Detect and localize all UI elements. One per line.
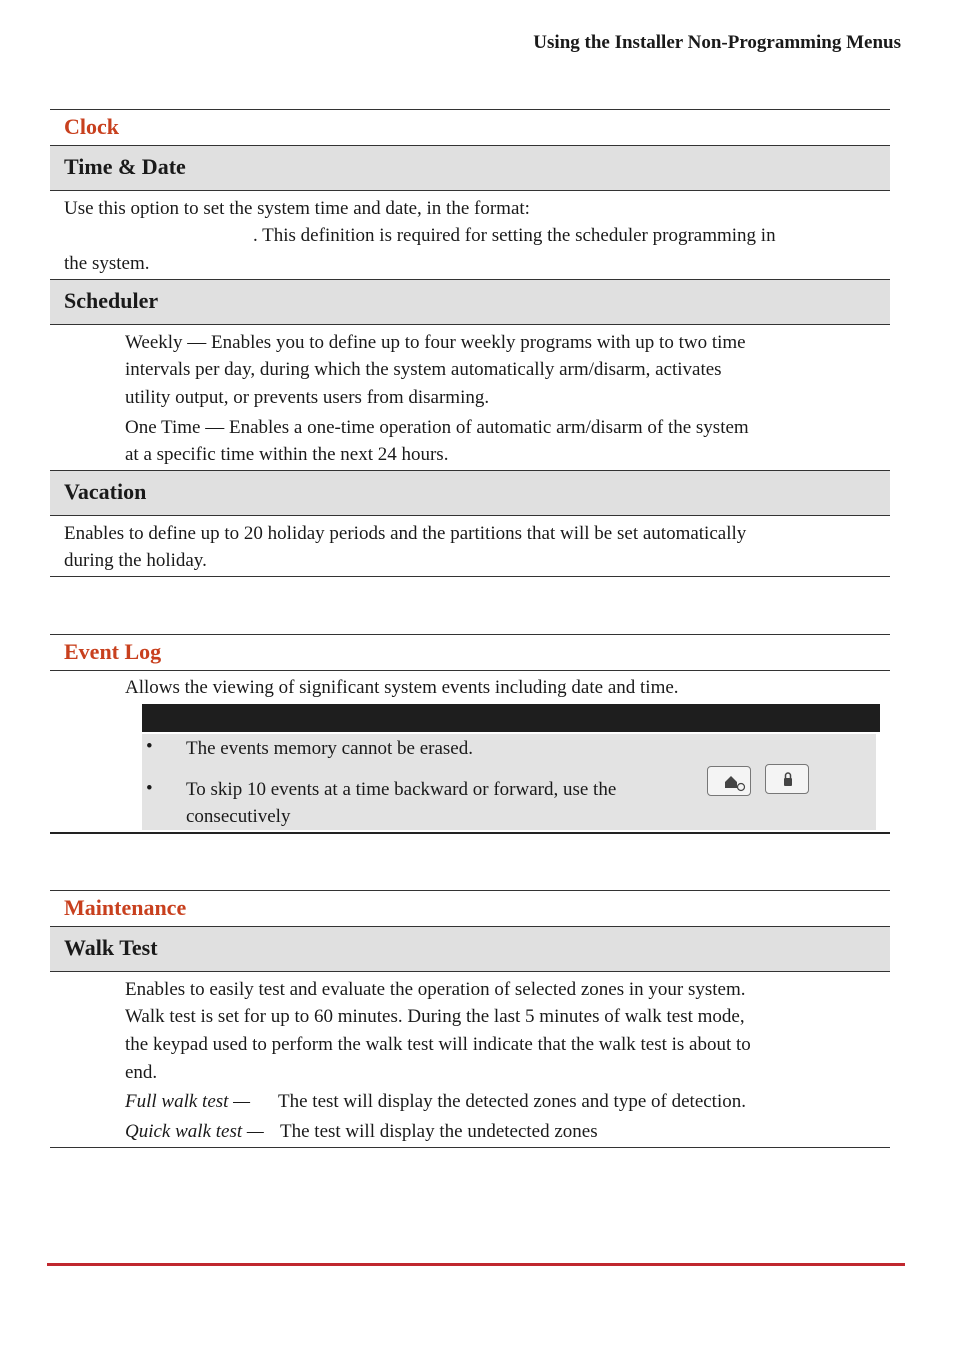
walk-test-text-3: the keypad used to perform the walk test will indicate that the walk test is about to — [125, 1034, 751, 1055]
time-date-text-2: . This definition is required for setting the scheduler programming in — [253, 225, 776, 246]
page-header-title: Using the Installer Non-Programming Menus — [533, 32, 901, 53]
vacation-text-2: during the holiday. — [64, 550, 207, 571]
note-bullet-1: The events memory cannot be erased. — [186, 738, 473, 759]
divider — [50, 1147, 890, 1148]
section-title-clock: Clock — [64, 114, 119, 139]
full-walk-test-text: The test will display the detected zones and type of detection. — [278, 1091, 746, 1112]
home-key-icon — [707, 766, 751, 796]
subheading-label: Walk Test — [64, 935, 158, 960]
section-title-maintenance: Maintenance — [64, 895, 187, 920]
divider — [50, 832, 890, 834]
scheduler-weekly-2: intervals per day, during which the system automatically arm/disarm, activates — [125, 359, 722, 380]
subheading-label: Time & Date — [64, 154, 186, 179]
divider — [50, 634, 890, 635]
quick-walk-test-label: Quick walk test — — [125, 1121, 264, 1142]
full-walk-test-label: Full walk test — — [125, 1091, 251, 1112]
subheading-scheduler — [50, 279, 890, 325]
time-date-text-3: the system. — [64, 253, 150, 274]
lock-key-icon — [765, 764, 809, 794]
note-header-bar — [142, 704, 880, 732]
scheduler-onetime-2: at a specific time within the next 24 hours. — [125, 444, 449, 465]
time-date-text-1: Use this option to set the system time and date, in the format: — [64, 198, 530, 219]
divider — [50, 576, 890, 577]
quick-walk-test-text: The test will display the undetected zones — [280, 1121, 598, 1142]
note-bullet-2-line-2: consecutively — [186, 806, 291, 827]
walk-test-text-4: end. — [125, 1062, 158, 1083]
bullet-icon: • — [146, 736, 153, 757]
subheading-vacation — [50, 470, 890, 516]
subheading-time-date — [50, 145, 890, 191]
walk-test-text-1: Enables to easily test and evaluate the operation of selected zones in your system. — [125, 979, 746, 1000]
walk-test-text-2: Walk test is set for up to 60 minutes. During the last 5 minutes of walk test mode, — [125, 1006, 745, 1027]
scheduler-weekly-3: utility output, or prevents users from disarming. — [125, 387, 490, 408]
subheading-label: Vacation — [64, 479, 147, 504]
divider — [50, 109, 890, 110]
footer-rule — [47, 1263, 905, 1266]
note-bullet-2-line-1: To skip 10 events at a time backward or forward, use the — [186, 779, 617, 800]
subheading-walk-test — [50, 926, 890, 972]
bullet-icon: • — [146, 778, 153, 799]
vacation-text-1: Enables to define up to 20 holiday periods and the partitions that will be set automatically — [64, 523, 747, 544]
scheduler-onetime-1: One Time — Enables a one-time operation of automatic arm/disarm of the system — [125, 417, 749, 438]
divider — [50, 890, 890, 891]
event-log-description: Allows the viewing of significant system events including date and time. — [125, 677, 679, 698]
section-title-event-log: Event Log — [64, 639, 162, 664]
scheduler-weekly-1: Weekly — Enables you to define up to four weekly programs with up to two time — [125, 332, 746, 353]
divider — [50, 670, 890, 671]
subheading-label: Scheduler — [64, 288, 159, 313]
